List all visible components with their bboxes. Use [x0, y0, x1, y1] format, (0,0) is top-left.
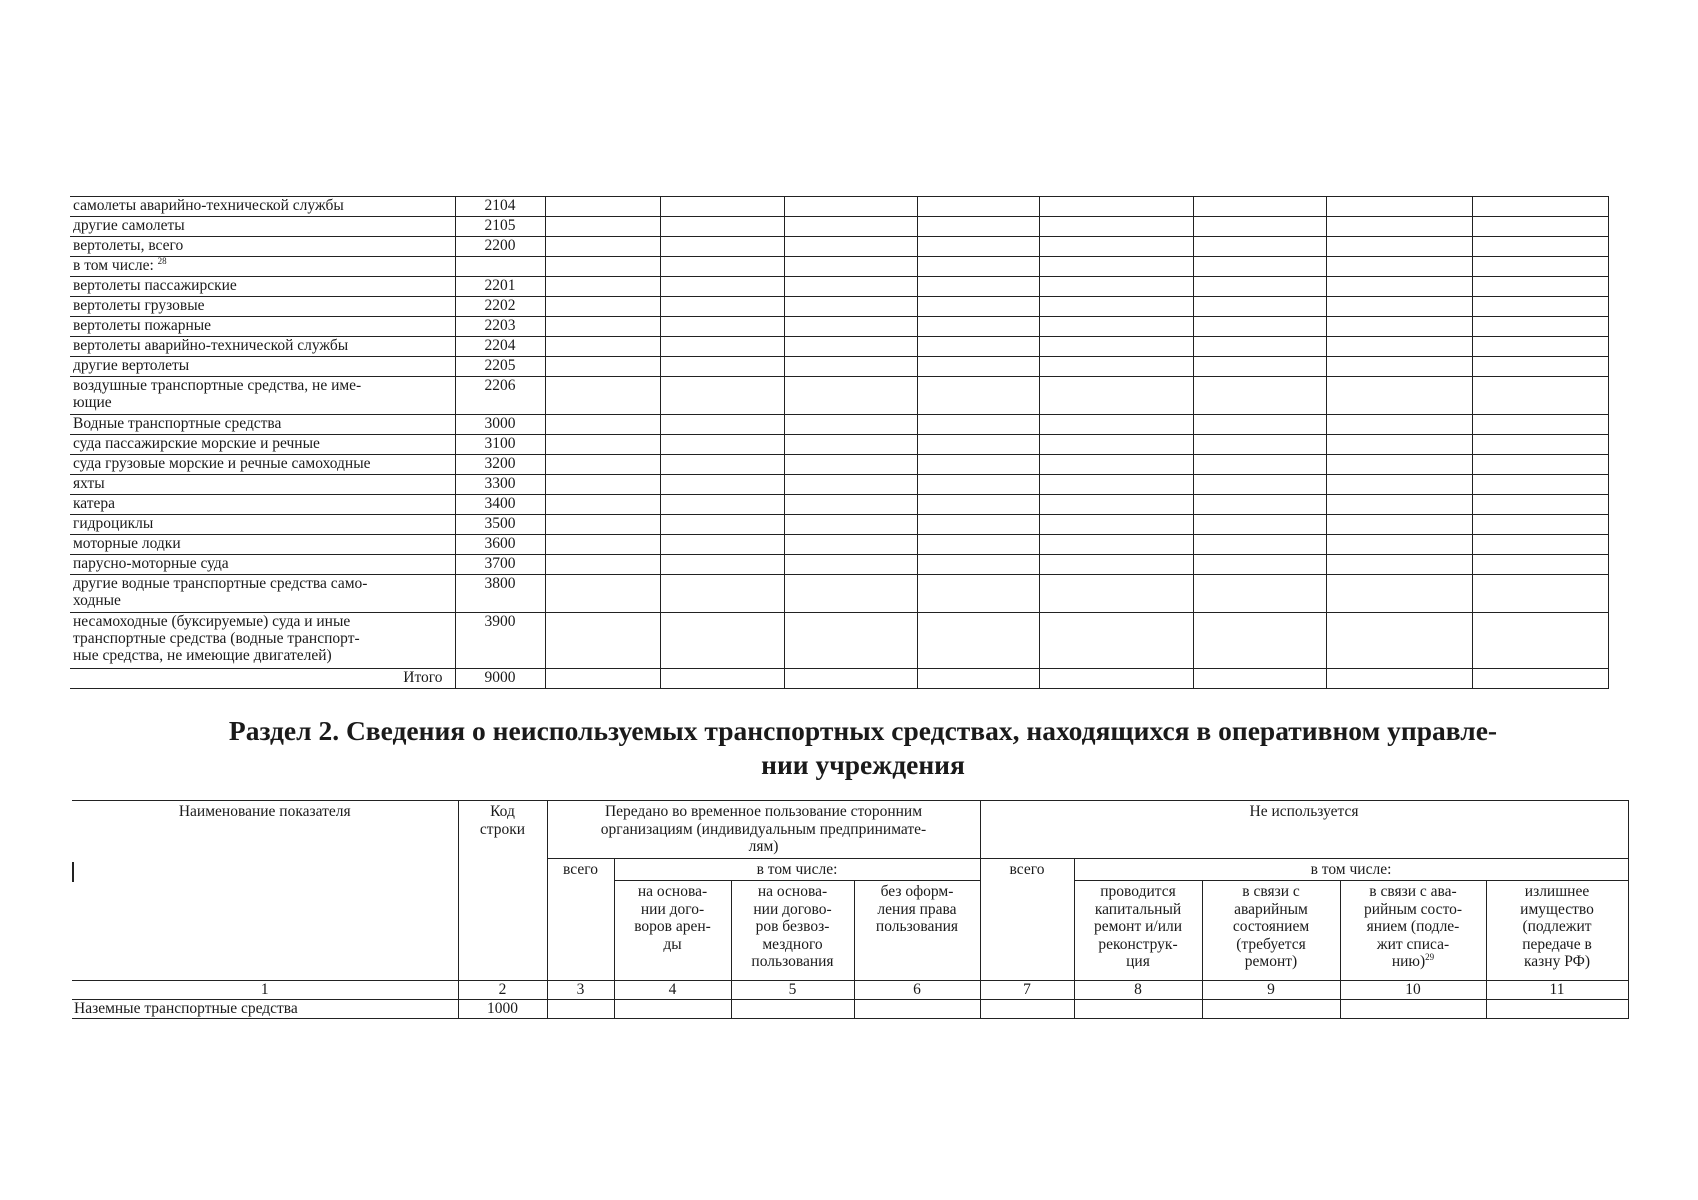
value-cell[interactable] — [1039, 495, 1193, 515]
header-not-used-including: в том числе: — [1074, 858, 1628, 881]
row-code: 3000 — [455, 415, 545, 435]
value-cell[interactable] — [1193, 337, 1326, 357]
value-cell[interactable] — [545, 613, 660, 669]
value-cell[interactable] — [660, 515, 784, 535]
value-cell[interactable] — [917, 475, 1039, 495]
value-cell[interactable] — [1039, 217, 1193, 237]
value-cell[interactable] — [545, 337, 660, 357]
value-cell[interactable] — [1039, 337, 1193, 357]
row-name: другие вертолеты — [70, 357, 455, 377]
table-row — [70, 357, 1608, 377]
value-cell[interactable] — [545, 257, 660, 277]
value-cell[interactable] — [917, 515, 1039, 535]
value-cell[interactable] — [545, 435, 660, 455]
row-name: вертолеты грузовые — [70, 297, 455, 317]
value-cell[interactable] — [1039, 377, 1193, 415]
value-cell[interactable] — [1039, 277, 1193, 297]
value-cell[interactable] — [917, 277, 1039, 297]
value-cell[interactable] — [784, 555, 917, 575]
column-number: 8 — [1074, 981, 1202, 1000]
header-lease: на основа- нии дого- воров арен- ды — [614, 881, 731, 981]
total-code: 9000 — [455, 669, 545, 689]
column-numbers-row — [72, 981, 1628, 1000]
value-cell[interactable] — [1326, 317, 1472, 337]
value-cell[interactable] — [660, 257, 784, 277]
value-cell[interactable] — [1472, 377, 1608, 415]
value-cell[interactable] — [917, 555, 1039, 575]
row-name: в том числе: $^{28}$ — [70, 257, 455, 277]
header-transferred: Передано во временное пользование сторонним организациям (индивидуальным предпринимате- лям) — [547, 801, 980, 859]
value-cell[interactable] — [1326, 435, 1472, 455]
column-number: 11 — [1486, 981, 1628, 1000]
value-cell[interactable] — [660, 317, 784, 337]
value-cell[interactable] — [784, 669, 917, 689]
value-cell[interactable] — [917, 495, 1039, 515]
value-cell[interactable] — [1472, 217, 1608, 237]
value-cell[interactable] — [547, 999, 614, 1018]
value-cell[interactable] — [545, 475, 660, 495]
row-name: самолеты аварийно-технической службы — [70, 197, 455, 217]
value-cell[interactable] — [545, 555, 660, 575]
table-row — [70, 555, 1608, 575]
table-row — [70, 257, 1608, 277]
value-cell[interactable] — [545, 377, 660, 415]
value-cell[interactable] — [917, 415, 1039, 435]
column-number: 4 — [614, 981, 731, 1000]
value-cell[interactable] — [731, 999, 854, 1018]
row-code: 2105 — [455, 217, 545, 237]
value-cell[interactable] — [1472, 435, 1608, 455]
value-cell[interactable] — [1326, 257, 1472, 277]
value-cell[interactable] — [1472, 669, 1608, 689]
table-row — [70, 217, 1608, 237]
value-cell[interactable] — [660, 337, 784, 357]
value-cell[interactable] — [917, 669, 1039, 689]
value-cell[interactable] — [1193, 377, 1326, 415]
row-code: 3700 — [455, 555, 545, 575]
value-cell[interactable] — [784, 317, 917, 337]
value-cell[interactable] — [1193, 613, 1326, 669]
row-name: Водные транспортные средства — [70, 415, 455, 435]
row-code: 3300 — [455, 475, 545, 495]
value-cell[interactable] — [1039, 357, 1193, 377]
value-cell[interactable] — [1472, 613, 1608, 669]
row-code: 1000 — [458, 999, 547, 1018]
value-cell[interactable] — [1193, 555, 1326, 575]
value-cell[interactable] — [1039, 415, 1193, 435]
row-code: 3500 — [455, 515, 545, 535]
value-cell[interactable] — [545, 217, 660, 237]
row-code: 2200 — [455, 237, 545, 257]
value-cell[interactable] — [1472, 535, 1608, 555]
row-code: 3900 — [455, 613, 545, 669]
value-cell[interactable] — [1039, 455, 1193, 475]
value-cell[interactable] — [545, 297, 660, 317]
value-cell[interactable] — [1193, 297, 1326, 317]
value-cell[interactable] — [545, 237, 660, 257]
value-cell[interactable] — [1472, 257, 1608, 277]
value-cell[interactable] — [784, 535, 917, 555]
table-row — [70, 337, 1608, 357]
value-cell[interactable] — [545, 669, 660, 689]
value-cell[interactable] — [1039, 515, 1193, 535]
header-emergency-repair: в связи с аварийным состоянием (требуется ремонт) — [1202, 881, 1340, 981]
table-row — [70, 415, 1608, 435]
column-number: 9 — [1202, 981, 1340, 1000]
value-cell[interactable] — [784, 217, 917, 237]
value-cell[interactable] — [1193, 237, 1326, 257]
value-cell[interactable] — [1326, 277, 1472, 297]
value-cell[interactable] — [784, 613, 917, 669]
header-indicator-name: Наименование показателя — [72, 801, 458, 981]
value-cell[interactable] — [1326, 455, 1472, 475]
value-cell[interactable] — [545, 495, 660, 515]
value-cell[interactable] — [1193, 317, 1326, 337]
value-cell[interactable] — [1326, 555, 1472, 575]
value-cell[interactable] — [660, 415, 784, 435]
column-number: 7 — [980, 981, 1074, 1000]
value-cell[interactable] — [1326, 297, 1472, 317]
value-cell[interactable] — [1202, 999, 1340, 1018]
value-cell[interactable] — [660, 237, 784, 257]
value-cell[interactable] — [660, 297, 784, 317]
value-cell[interactable] — [1074, 999, 1202, 1018]
value-cell[interactable] — [545, 197, 660, 217]
value-cell[interactable] — [917, 535, 1039, 555]
row-name: парусно-моторные суда — [70, 555, 455, 575]
value-cell[interactable] — [1039, 475, 1193, 495]
row-code: 3400 — [455, 495, 545, 515]
value-cell[interactable] — [784, 237, 917, 257]
value-cell[interactable] — [1193, 475, 1326, 495]
value-cell[interactable] — [1193, 535, 1326, 555]
value-cell[interactable] — [917, 197, 1039, 217]
value-cell[interactable] — [784, 515, 917, 535]
value-cell[interactable] — [1326, 535, 1472, 555]
footnote-29: 29 — [1425, 952, 1435, 962]
row-name: другие самолеты — [70, 217, 455, 237]
value-cell[interactable] — [545, 415, 660, 435]
table-row — [70, 575, 1608, 613]
value-cell[interactable] — [545, 575, 660, 613]
header-row-code: Код строки — [458, 801, 547, 981]
value-cell[interactable] — [784, 197, 917, 217]
value-cell[interactable] — [1472, 237, 1608, 257]
value-cell[interactable] — [1472, 197, 1608, 217]
header-not-used: Не используется — [980, 801, 1628, 859]
row-name: Наземные транспортные средства — [72, 999, 458, 1018]
value-cell[interactable] — [1039, 535, 1193, 555]
value-cell[interactable] — [660, 197, 784, 217]
row-name: несамоходные (буксируемые) суда и иные транспортные средства (водные транспорт- ные средства, не имеющие двигателей) — [70, 613, 455, 669]
value-cell[interactable] — [545, 515, 660, 535]
footnote-28: 28 — [157, 256, 167, 266]
value-cell[interactable] — [1326, 495, 1472, 515]
row-name: гидроциклы — [70, 515, 455, 535]
value-cell[interactable] — [917, 377, 1039, 415]
column-number: 5 — [731, 981, 854, 1000]
unused-vehicles-body — [72, 999, 1628, 1018]
value-cell[interactable] — [854, 999, 980, 1018]
value-cell[interactable] — [917, 435, 1039, 455]
row-code: 3800 — [455, 575, 545, 613]
table-row — [70, 277, 1608, 297]
row-code: 3100 — [455, 435, 545, 455]
value-cell[interactable] — [1486, 999, 1628, 1018]
header-transferred-total: всего — [547, 858, 614, 981]
table-row — [70, 237, 1608, 257]
value-cell[interactable] — [1193, 197, 1326, 217]
value-cell[interactable] — [1193, 415, 1326, 435]
value-cell[interactable] — [660, 555, 784, 575]
value-cell[interactable] — [660, 217, 784, 237]
total-label: Итого — [70, 669, 455, 689]
row-name: суда грузовые морские и речные самоходные — [70, 455, 455, 475]
header-capital-repair: проводится капитальный ремонт и/или реконструк- ция — [1074, 881, 1202, 981]
header-gratuitous: на основа- нии догово- ров безвоз- мездного пользования — [731, 881, 854, 981]
value-cell[interactable] — [1472, 297, 1608, 317]
value-cell[interactable] — [1039, 555, 1193, 575]
value-cell[interactable] — [1193, 357, 1326, 377]
value-cell[interactable] — [1193, 435, 1326, 455]
value-cell[interactable] — [917, 357, 1039, 377]
value-cell[interactable] — [1326, 337, 1472, 357]
row-name: суда пассажирские морские и речные — [70, 435, 455, 455]
value-cell[interactable] — [1326, 357, 1472, 377]
row-code: 2104 — [455, 197, 545, 217]
value-cell[interactable] — [1472, 337, 1608, 357]
value-cell[interactable] — [1193, 455, 1326, 475]
value-cell[interactable] — [980, 999, 1074, 1018]
table-row — [70, 435, 1608, 455]
row-name: моторные лодки — [70, 535, 455, 555]
column-number: 3 — [547, 981, 614, 1000]
value-cell[interactable] — [917, 297, 1039, 317]
value-cell[interactable] — [660, 455, 784, 475]
value-cell[interactable] — [784, 377, 917, 415]
value-cell[interactable] — [1472, 475, 1608, 495]
value-cell[interactable] — [1326, 575, 1472, 613]
table-row — [70, 455, 1608, 475]
value-cell[interactable] — [1472, 495, 1608, 515]
value-cell[interactable] — [545, 317, 660, 337]
value-cell[interactable] — [1039, 237, 1193, 257]
value-cell[interactable] — [660, 575, 784, 613]
table-row — [70, 377, 1608, 415]
header-emergency-writeoff: в связи с ава- рийным состо- янием (подле- жит списа- нию)$^{29}$ — [1340, 881, 1486, 981]
value-cell[interactable] — [1039, 669, 1193, 689]
value-cell[interactable] — [784, 357, 917, 377]
value-cell[interactable] — [614, 999, 731, 1018]
value-cell[interactable] — [784, 257, 917, 277]
header-transferred-including: в том числе: — [614, 858, 980, 881]
table-row — [70, 475, 1608, 495]
value-cell[interactable] — [1472, 277, 1608, 297]
value-cell[interactable] — [1326, 669, 1472, 689]
value-cell[interactable] — [545, 357, 660, 377]
row-code: 2205 — [455, 357, 545, 377]
unused-vehicles-table — [72, 800, 1629, 1019]
value-cell[interactable] — [1326, 415, 1472, 435]
row-code: 2203 — [455, 317, 545, 337]
value-cell[interactable] — [1193, 575, 1326, 613]
row-name: вертолеты пассажирские — [70, 277, 455, 297]
value-cell[interactable] — [660, 435, 784, 455]
value-cell[interactable] — [1326, 613, 1472, 669]
table-row — [70, 197, 1608, 217]
value-cell[interactable] — [917, 455, 1039, 475]
value-cell[interactable] — [660, 475, 784, 495]
value-cell[interactable] — [1039, 317, 1193, 337]
table-row — [70, 495, 1608, 515]
header-surplus: излишнее имущество (подлежит передаче в казну РФ) — [1486, 881, 1628, 981]
section-2-title-line2: нии учреждения — [761, 749, 965, 780]
value-cell[interactable] — [784, 337, 917, 357]
row-name: вертолеты пожарные — [70, 317, 455, 337]
row-code — [455, 257, 545, 277]
vehicles-table-body — [70, 197, 1608, 689]
value-cell[interactable] — [1472, 455, 1608, 475]
row-name: яхты — [70, 475, 455, 495]
row-code: 3200 — [455, 455, 545, 475]
value-cell[interactable] — [784, 575, 917, 613]
value-cell[interactable] — [1039, 257, 1193, 277]
value-cell[interactable] — [660, 357, 784, 377]
value-cell[interactable] — [1039, 575, 1193, 613]
value-cell[interactable] — [1472, 357, 1608, 377]
value-cell[interactable] — [784, 415, 917, 435]
row-name: воздушные транспортные средства, не име- ющие — [70, 377, 455, 415]
value-cell[interactable] — [545, 535, 660, 555]
row-name: катера — [70, 495, 455, 515]
value-cell[interactable] — [1193, 277, 1326, 297]
value-cell[interactable] — [917, 257, 1039, 277]
vehicles-table-continued — [70, 196, 1609, 689]
column-number: 10 — [1340, 981, 1486, 1000]
value-cell[interactable] — [784, 297, 917, 317]
value-cell[interactable] — [1039, 435, 1193, 455]
column-number: 6 — [854, 981, 980, 1000]
value-cell[interactable] — [545, 455, 660, 475]
row-name: другие водные транспортные средства само- ходные — [70, 575, 455, 613]
value-cell[interactable] — [917, 575, 1039, 613]
value-cell[interactable] — [1193, 217, 1326, 237]
value-cell[interactable] — [1193, 669, 1326, 689]
table-row — [70, 317, 1608, 337]
table-row — [72, 999, 1628, 1018]
value-cell[interactable] — [1326, 475, 1472, 495]
row-code: 3600 — [455, 535, 545, 555]
value-cell[interactable] — [660, 277, 784, 297]
value-cell[interactable] — [1326, 515, 1472, 535]
table-row — [70, 515, 1608, 535]
value-cell[interactable] — [660, 613, 784, 669]
row-code: 2201 — [455, 277, 545, 297]
value-cell[interactable] — [1039, 197, 1193, 217]
value-cell[interactable] — [917, 337, 1039, 357]
section-2-title-line1: Раздел 2. Сведения о неиспользуемых транспортных средствах, находящихся в оперативном управле- — [228, 715, 1498, 746]
value-cell[interactable] — [1039, 297, 1193, 317]
value-cell[interactable] — [784, 435, 917, 455]
total-row — [70, 669, 1608, 689]
table-row — [70, 297, 1608, 317]
value-cell[interactable] — [784, 475, 917, 495]
header-no-rights: без оформ- ления права пользования — [854, 881, 980, 981]
value-cell[interactable] — [545, 277, 660, 297]
value-cell[interactable] — [1472, 415, 1608, 435]
value-cell[interactable] — [660, 535, 784, 555]
section-2-title — [88, 714, 1638, 782]
value-cell[interactable] — [784, 495, 917, 515]
value-cell[interactable] — [784, 277, 917, 297]
value-cell[interactable] — [917, 237, 1039, 257]
value-cell[interactable] — [660, 377, 784, 415]
value-cell[interactable] — [1193, 515, 1326, 535]
row-code: 2204 — [455, 337, 545, 357]
value-cell[interactable] — [1326, 197, 1472, 217]
value-cell[interactable] — [660, 495, 784, 515]
value-cell[interactable] — [1193, 257, 1326, 277]
table-row — [70, 613, 1608, 669]
row-name: вертолеты аварийно-технической службы — [70, 337, 455, 357]
value-cell[interactable] — [917, 217, 1039, 237]
value-cell[interactable] — [1193, 495, 1326, 515]
table-row — [70, 535, 1608, 555]
row-name: вертолеты, всего — [70, 237, 455, 257]
value-cell[interactable] — [1326, 237, 1472, 257]
header-not-used-total: всего — [980, 858, 1074, 981]
row-code: 2206 — [455, 377, 545, 415]
value-cell[interactable] — [1326, 217, 1472, 237]
value-cell[interactable] — [1326, 377, 1472, 415]
value-cell[interactable] — [784, 455, 917, 475]
value-cell[interactable] — [660, 669, 784, 689]
value-cell[interactable] — [1472, 515, 1608, 535]
value-cell[interactable] — [1472, 555, 1608, 575]
value-cell[interactable] — [1472, 575, 1608, 613]
value-cell[interactable] — [917, 613, 1039, 669]
row-code: 2202 — [455, 297, 545, 317]
value-cell[interactable] — [1340, 999, 1486, 1018]
value-cell[interactable] — [917, 317, 1039, 337]
column-number: 2 — [458, 981, 547, 1000]
value-cell[interactable] — [1472, 317, 1608, 337]
value-cell[interactable] — [1039, 613, 1193, 669]
column-number: 1 — [72, 981, 458, 1000]
